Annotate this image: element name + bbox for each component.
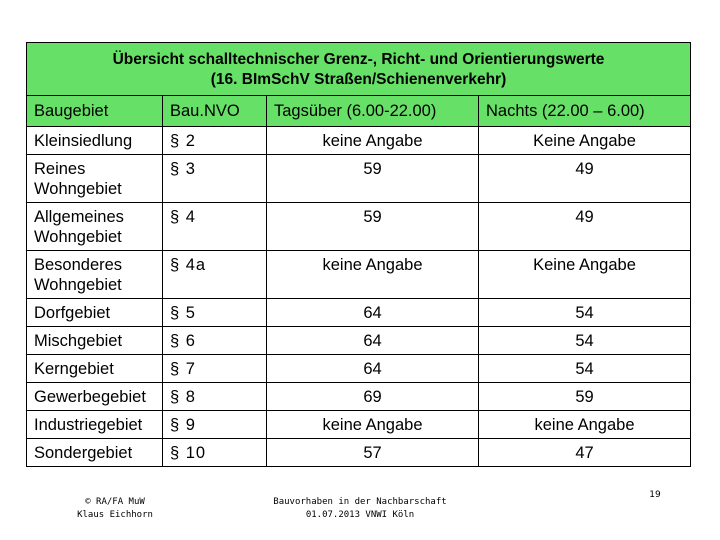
cell-night: 59 bbox=[479, 383, 691, 411]
table-row bbox=[27, 127, 691, 155]
header-nachts: Nachts (22.00 – 6.00) bbox=[479, 96, 691, 127]
cell-night: 49 bbox=[479, 155, 691, 203]
table-row bbox=[27, 203, 691, 251]
header-tagsueber: Tagsüber (6.00-22.00) bbox=[267, 96, 479, 127]
table-row bbox=[27, 383, 691, 411]
table-row bbox=[27, 299, 691, 327]
table-title-line2: (16. BImSchV Straßen/Schienenverkehr) bbox=[210, 71, 507, 88]
table-row bbox=[27, 251, 691, 299]
cell-day: 64 bbox=[267, 299, 479, 327]
cell-area: Kerngebiet bbox=[27, 355, 163, 383]
table-title-line1: Übersicht schalltechnischer Grenz-, Richt- und Orientierungswerte bbox=[112, 51, 605, 68]
cell-para: § 2 bbox=[163, 127, 267, 155]
cell-para: § 3 bbox=[163, 155, 267, 203]
cell-day: keine Angabe bbox=[267, 251, 479, 299]
cell-para: § 6 bbox=[163, 327, 267, 355]
cell-day: keine Angabe bbox=[267, 411, 479, 439]
cell-area: Reines Wohngebiet bbox=[27, 155, 163, 203]
cell-night: Keine Angabe bbox=[479, 251, 691, 299]
cell-night: 54 bbox=[479, 299, 691, 327]
cell-area: Besonderes Wohngebiet bbox=[27, 251, 163, 299]
footer-author bbox=[60, 496, 170, 522]
page-number: 19 bbox=[649, 490, 661, 500]
table-row bbox=[27, 439, 691, 467]
cell-night: 47 bbox=[479, 439, 691, 467]
cell-area: Sondergebiet bbox=[27, 439, 163, 467]
cell-area: Dorfgebiet bbox=[27, 299, 163, 327]
table-row bbox=[27, 327, 691, 355]
cell-night: keine Angabe bbox=[479, 411, 691, 439]
cell-day: keine Angabe bbox=[267, 127, 479, 155]
cell-night: Keine Angabe bbox=[479, 127, 691, 155]
footer-event-line2: 01.07.2013 VNWI Köln bbox=[305, 510, 415, 520]
cell-para: § 8 bbox=[163, 383, 267, 411]
cell-area: Gewerbegebiet bbox=[27, 383, 163, 411]
cell-day: 59 bbox=[267, 155, 479, 203]
table-row bbox=[27, 155, 691, 203]
footer-event-line1: Bauvorhaben in der Nachbarschaft bbox=[273, 497, 447, 507]
cell-night: 54 bbox=[479, 355, 691, 383]
cell-night: 54 bbox=[479, 327, 691, 355]
cell-para: § 9 bbox=[163, 411, 267, 439]
cell-area: Mischgebiet bbox=[27, 327, 163, 355]
cell-day: 59 bbox=[267, 203, 479, 251]
cell-day: 64 bbox=[267, 327, 479, 355]
limits-table bbox=[26, 42, 691, 467]
cell-day: 57 bbox=[267, 439, 479, 467]
cell-para: § 7 bbox=[163, 355, 267, 383]
cell-day: 64 bbox=[267, 355, 479, 383]
table-row bbox=[27, 355, 691, 383]
footer-event bbox=[250, 496, 470, 522]
header-baunvo: Bau.NVO bbox=[163, 96, 267, 127]
cell-night: 49 bbox=[479, 203, 691, 251]
cell-area: Allgemeines Wohngebiet bbox=[27, 203, 163, 251]
table-body bbox=[27, 127, 691, 467]
table-row bbox=[27, 411, 691, 439]
cell-para: § 5 bbox=[163, 299, 267, 327]
header-row bbox=[27, 96, 691, 127]
header-baugebiet: Baugebiet bbox=[27, 96, 163, 127]
footer-author-line1: © RA/FA MuW bbox=[85, 497, 145, 507]
footer-author-line2: Klaus Eichhorn bbox=[77, 510, 153, 520]
cell-para: § 4 bbox=[163, 203, 267, 251]
cell-para: § 4a bbox=[163, 251, 267, 299]
cell-area: Kleinsiedlung bbox=[27, 127, 163, 155]
cell-day: 69 bbox=[267, 383, 479, 411]
cell-para: § 10 bbox=[163, 439, 267, 467]
table-title bbox=[27, 43, 691, 96]
cell-area: Industriegebiet bbox=[27, 411, 163, 439]
